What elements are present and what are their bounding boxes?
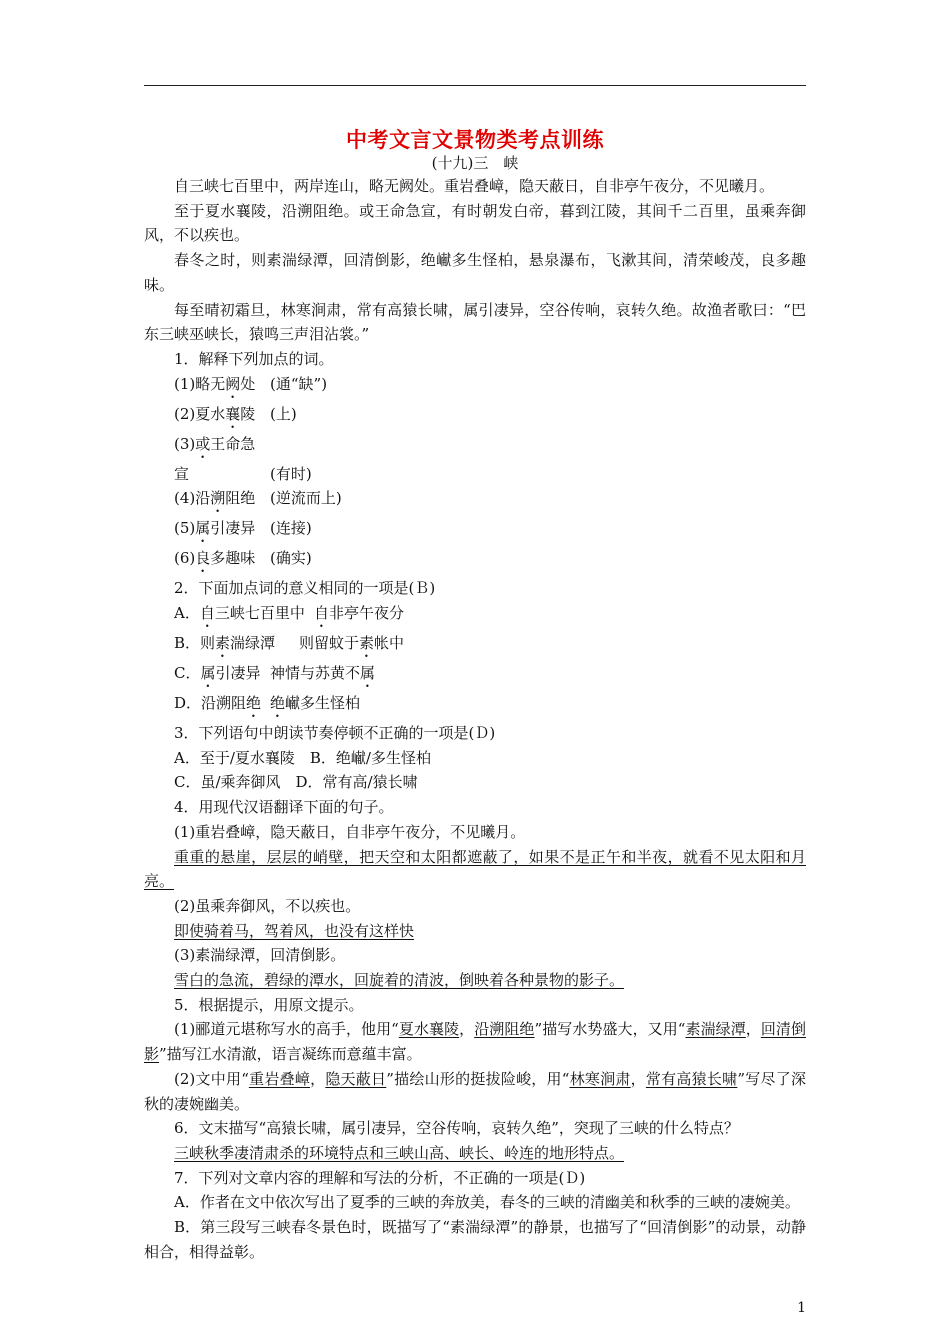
passage-paragraph: 每至晴初霜旦，林寒涧肃，常有高猿长啸，属引凄异，空谷传响，哀转久绝。故渔者歌曰：“巴东三峡巫峡长，猿鸣三声泪沾裳。” (144, 300, 806, 344)
question-5-stem: 5．根据提示，用原文提示。 (174, 995, 364, 1014)
question-1-stem: 1．解释下列加点的词。 (174, 349, 334, 368)
q1-answer: (连接) (270, 519, 312, 538)
q3-option: C．虽/乘奔御风 D．常有高/猿长啸 (174, 773, 418, 792)
q5-item: (2)文中用“重岩叠嶂，隐天蔽日”描绘山形的挺拔险峻，用“林寒涧肃，常有高猿长啸”写尽了深秋的凄婉幽美。 (144, 1069, 806, 1113)
q1-answer: (确实) (270, 549, 312, 568)
q4-answer: 重重的悬崖，层层的峭壁，把天空和太阳都遮蔽了，如果不是正午和半夜，就看不见太阳和月亮。 (144, 847, 806, 891)
question-3-stem: 3．下列语句中朗读节奏停顿不正确的一项是(Ｄ) (174, 724, 496, 743)
q1-item: (6)良多趣味 (确实) (174, 549, 312, 568)
question-4-stem: 4．用现代汉语翻译下面的句子。 (174, 798, 394, 817)
q1-item: (2)夏水襄陵 (上) (174, 404, 297, 423)
question-2-stem: 2．下面加点词的意义相同的一项是(Ｂ) (174, 579, 436, 598)
q1-item: (4)沿溯阻绝 (逆流而上) (174, 489, 342, 508)
subtitle: (十九)三 峡 (431, 154, 519, 172)
question-7-stem: 7．下列对文章内容的理解和写法的分析，不正确的一项是(Ｄ) (174, 1168, 586, 1187)
document-body (144, 174, 806, 1265)
passage-paragraph: 至于夏水襄陵，沿溯阻绝。或王命急宣，有时朝发白帝，暮到江陵，其间千二百里，虽乘奔御风，不以疾也。 (144, 201, 806, 245)
q4-answer: 即使骑着马，驾着风，也没有这样快 (174, 921, 415, 940)
page-title: 中考文言文景物类考点训练 (346, 128, 604, 152)
passage-paragraph: 自三峡七百里中，两岸连山，略无阙处。重岩叠嶂，隐天蔽日，自非亭午夜分，不见曦月。 (174, 177, 775, 195)
q2-option: B．则素湍绿潭 则留蚊于素帐中 (174, 634, 405, 653)
q2-option: D．沿溯阻绝 绝𪩘多生怪柏 (174, 694, 361, 713)
q4-sentence: (3)素湍绿潭，回清倒影。 (174, 946, 346, 965)
question-6-stem: 6．文末描写“高猿长啸，属引凄异，空谷传响，哀转久绝”，突现了三峡的什么特点？ (174, 1119, 739, 1138)
q1-answer: (有时) (270, 464, 312, 483)
q1-answer: (逆流而上) (270, 489, 342, 508)
q4-answer: 雪白的急流，碧绿的潭水，回旋着的清波，倒映着各种景物的影子。 (174, 971, 625, 990)
q7-option: A．作者在文中依次写出了夏季的三峡的奔放美，春冬的三峡的清幽美和秋季的三峡的凄婉美。 (174, 1193, 800, 1212)
header-rule (144, 85, 806, 86)
q2-option: A．自三峡七百里中 自非亭午夜分 (174, 604, 405, 623)
q1-answer: (通“缺”) (270, 374, 328, 393)
q4-sentence: (2)虽乘奔御风，不以疾也。 (174, 896, 361, 915)
q1-answer: (上) (270, 404, 297, 423)
q1-item: (5)属引凄异 (连接) (174, 519, 312, 538)
page-number: 1 (797, 1300, 806, 1316)
q1-item: (3)或王命急宣 (有时) (174, 434, 312, 483)
q6-answer: 三峡秋季凄清肃杀的环境特点和三峡山高、峡长、岭连的地形特点。 (174, 1143, 625, 1162)
q1-item: (1)略无阙处 (通“缺”) (174, 374, 328, 393)
q5-item: (1)郦道元堪称写水的高手，他用“夏水襄陵，沿溯阻绝”描写水势盛大，又用“素湍绿潭，回清倒影”描写江水清澈，语言凝练而意蕴丰富。 (144, 1020, 806, 1064)
q4-sentence: (1)重岩叠嶂，隐天蔽日，自非亭午夜分，不见曦月。 (174, 822, 526, 841)
q2-option: C．属引凄异 神情与苏黄不属 (174, 664, 376, 683)
q3-option: A．至于/夏水襄陵 B．绝𪩘/多生怪柏 (174, 748, 431, 767)
passage-paragraph: 春冬之时，则素湍绿潭，回清倒影，绝𪩘多生怪柏，悬泉瀑布，飞漱其间，清荣峻茂，良多趣味。 (144, 251, 806, 294)
q7-option: B．第三段写三峡春冬景色时，既描写了“素湍绿潭”的静景，也描写了“回清倒影”的动景，动静相合，相得益彰。 (144, 1218, 806, 1261)
